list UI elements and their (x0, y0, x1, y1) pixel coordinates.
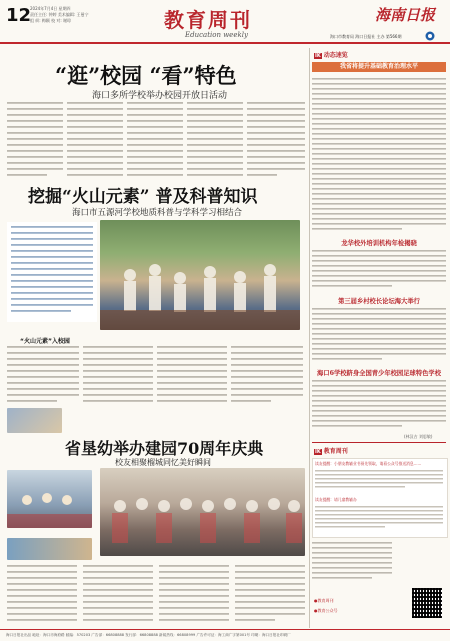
sidebar-section-tag2-label: 教育周刊 (323, 448, 348, 455)
article2-lead-box (7, 222, 97, 322)
article2-inset-title: “火山元素”入校园 (20, 338, 70, 345)
article3-text-lines (7, 563, 307, 625)
article2-inset-photo (7, 408, 62, 433)
article2-text-lines (7, 344, 307, 406)
article1-headline: “逛”校园 “看”特色 (55, 63, 237, 88)
column-divider (309, 48, 310, 628)
page-number: 12 (6, 5, 32, 26)
sidebar-brief4-lines (312, 378, 446, 438)
sidebar-brief4-author: (林汉吉 刘思敏) (404, 434, 433, 439)
sidebar-brief1-title: 我省将提升基础教育治理水平 (312, 62, 446, 72)
sidebar-section-tag2 (314, 446, 348, 455)
article1-text-lines (7, 100, 307, 182)
newspaper-logo: 海南日报 (375, 6, 436, 24)
sidebar-brief3-lines (312, 306, 446, 366)
section-subtitle: Education weekly (185, 31, 248, 39)
sidebar-brief3-title: 第三届乡村校长论坛海大举行 (338, 298, 420, 305)
sidebar-brief4-title: 海口6学校跻身全国青少年校园足球特色学校 (316, 370, 442, 377)
header-meta-line: 2024年7月4日 星期四 (30, 6, 71, 11)
article2-photo-students-volcano (100, 220, 300, 330)
students-silhouettes (100, 220, 300, 330)
sidebar-section-tag-label: 动态速览 (323, 52, 348, 59)
article3-headline: 省垦幼举办建园70周年庆典 (65, 439, 264, 458)
article3-photo-left-bottom (7, 538, 92, 560)
article2-lead-lines (7, 222, 97, 322)
header-right-info: 海口市教育局 海口日报社 主办 第566期 (330, 34, 402, 39)
header-meta (30, 6, 100, 24)
tag-marker-icon: IK (315, 53, 321, 59)
notice-text-lines (315, 469, 445, 491)
sidebar-divider (312, 442, 446, 443)
sidebar-brief2-lines (312, 248, 446, 290)
sidebar-notice-box (312, 458, 448, 538)
article3-photo-left-top (7, 470, 92, 528)
article3-subhead: 校友相聚榴城同忆美好瞬间 (115, 458, 211, 467)
header-meta-line: 组 织: 梅颖 校 对: 谢琼 (30, 18, 72, 23)
article2-headline: 挖掘“火山元素” 普及科普知识 (28, 187, 258, 207)
qr-label-2: ●教育公众号 (314, 608, 338, 613)
section-title: 教育周刊 (164, 8, 252, 32)
qr-label-1: ●教育周刊 (314, 598, 334, 603)
sidebar-brief1-lines (312, 76, 446, 236)
tag-marker-icon: IK (315, 449, 321, 455)
sidebar-brief2-title: 龙华校外培训机构年检揭晓 (341, 240, 417, 247)
header-meta-line: 责任主任: 钟婷 美术编辑: 王曼宁 (30, 12, 89, 17)
article1-subhead: 海口多所学校举办校园开放日活动 (92, 91, 228, 101)
notice-text-lines-2 (315, 505, 445, 531)
article3-photo-group-alumni (100, 468, 305, 556)
kindergarten-event-illustration (7, 470, 92, 528)
article2-photo-caption (300, 240, 308, 320)
article2-subhead: 海口市五源河学校地质科普与学科学习相结合 (72, 208, 243, 218)
sidebar-briefs (312, 48, 446, 633)
sidebar-section-tag (314, 50, 348, 59)
page-footer: 海口日报社出品 地址：海口市海府路 邮编：570203 广告部：66808888 发行部：66808888 新闻热线：66808999 广告许可证：海工商广字第001号 印刷：海口日报社印刷厂 (0, 629, 450, 640)
swirl-icon (425, 31, 435, 41)
notice-line-1: 读友提醒：小朋友教辅业书预先领取，请看公众号推送消息…… (315, 461, 422, 466)
header-rule (0, 42, 450, 44)
qr-code-icon[interactable] (412, 588, 442, 618)
group-photo-silhouettes (100, 468, 305, 556)
notice-line-2: 读友提醒：请儿童教辅办 (315, 497, 357, 502)
